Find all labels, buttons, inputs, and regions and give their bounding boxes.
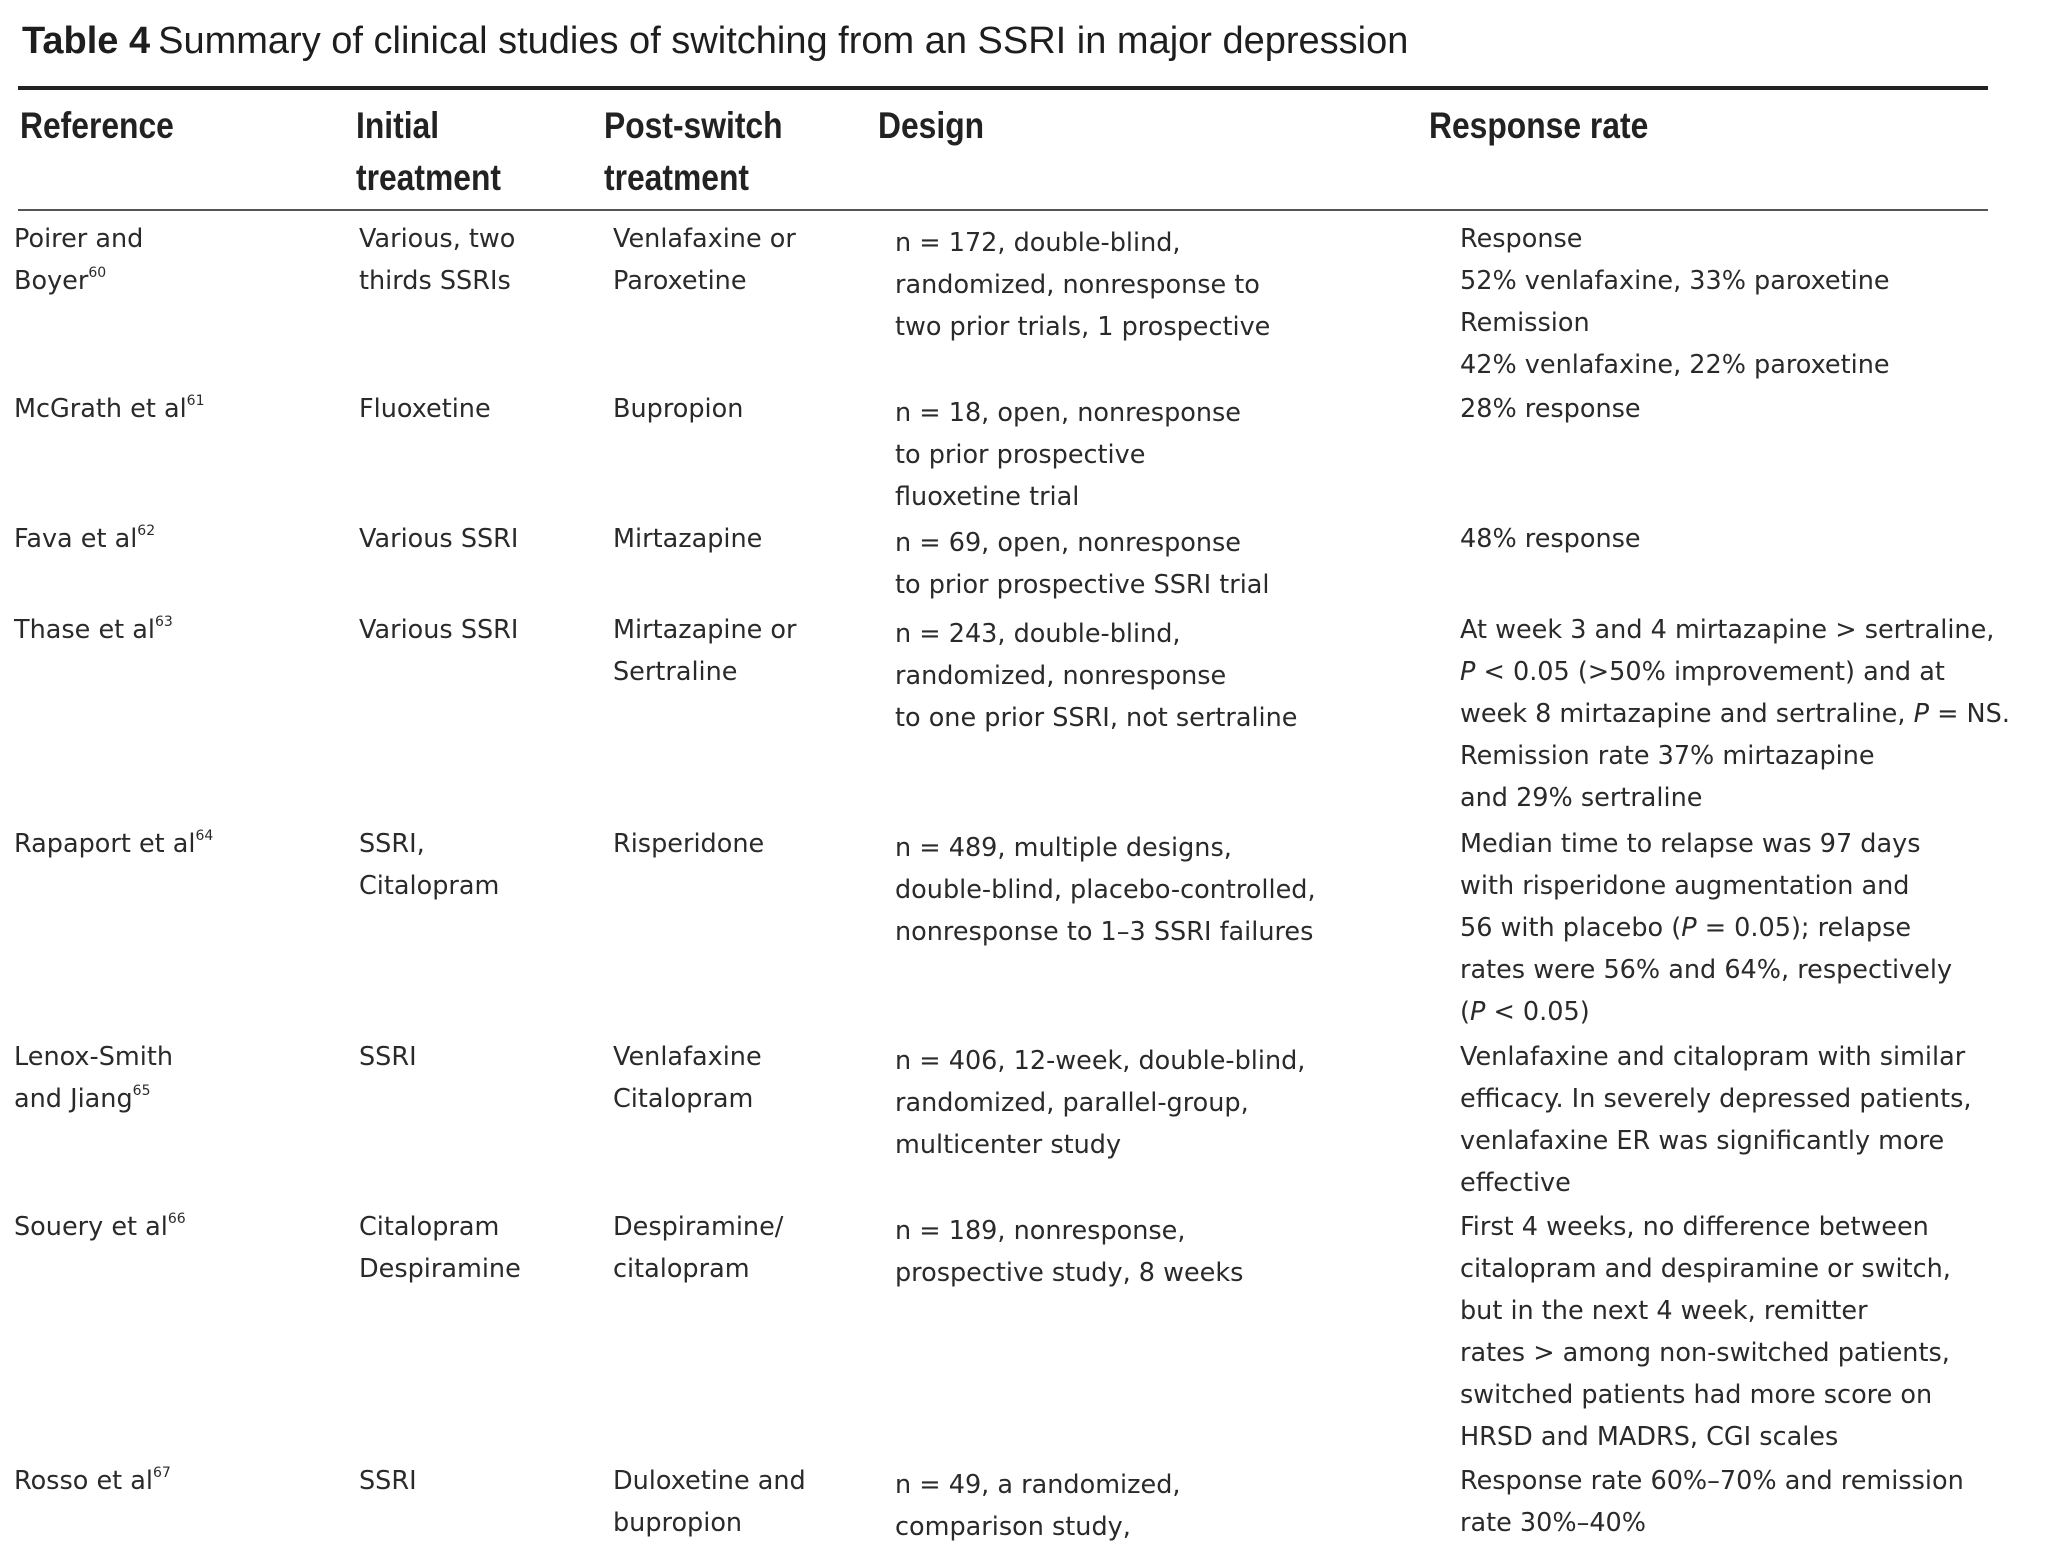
cell-line: rates > among non-switched patients,: [1460, 1338, 1950, 1368]
cell-response-rate: [1460, 1206, 1951, 1458]
cell-design: [895, 1464, 1180, 1548]
cell-design: [895, 1210, 1243, 1294]
cell-response-rate: [1460, 218, 1890, 386]
reference-citation-number: 62: [137, 523, 156, 539]
cell-line: to prior prospective SSRI trial: [895, 570, 1270, 600]
cell-post-switch-treatment: [613, 218, 796, 302]
cell-line: Response rate 60%–70% and remission: [1460, 1466, 1964, 1496]
cell-line: prospective study, 8 weeks: [895, 1258, 1244, 1288]
cell-design: [895, 222, 1270, 348]
cell-reference: [14, 218, 143, 302]
cell-design: [895, 1040, 1305, 1166]
cell-post-switch-treatment: [613, 609, 797, 693]
cell-line: Response: [1460, 224, 1583, 254]
cell-response-rate: [1460, 1460, 1964, 1544]
cell-post-switch-treatment: [613, 1206, 783, 1290]
header-initial-line: treatment: [356, 157, 502, 198]
cell-line: Rosso et $al^{67}$: [14, 1465, 171, 1496]
cell-line: SSRI: [359, 1466, 417, 1496]
cell-line: to prior prospective: [895, 440, 1146, 470]
cell-line: n = 172, double-blind,: [895, 228, 1181, 258]
cell-post-switch-treatment: [613, 1036, 762, 1120]
header-design: Design: [878, 105, 985, 146]
cell-line: SSRI,: [359, 829, 425, 859]
cell-line: two prior trials, 1 prospective: [895, 312, 1271, 342]
cell-line: At week 3 and 4 mirtazapine > sertraline,: [1460, 615, 1995, 645]
cell-line: Various SSRI: [359, 615, 519, 645]
cell-response-rate: [1460, 1036, 1971, 1204]
cell-line: venlafaxine ER was significantly more: [1460, 1126, 1945, 1156]
cell-line: Fava et $al^{62}$: [14, 523, 156, 554]
cell-line: fluoxetine trial: [895, 482, 1080, 512]
cell-line: Median time to relapse was 97 days: [1460, 829, 1921, 859]
cell-line: (P < 0.05): [1460, 997, 1590, 1027]
cell-line: n = 189, nonresponse,: [895, 1216, 1186, 1246]
cell-line: 56 with placebo (P = 0.05); relapse: [1460, 913, 1912, 943]
cell-line: randomized, parallel-group,: [895, 1088, 1249, 1118]
cell-line: Citalopram: [359, 871, 500, 901]
header-post-line: treatment: [604, 157, 750, 198]
cell-line: randomized, nonresponse to: [895, 270, 1260, 300]
cell-line: to one prior SSRI, not sertraline: [895, 703, 1298, 733]
cell-line: double-blind, placebo-controlled,: [895, 875, 1316, 905]
table-title: Summary of clinical studies of switching from an SSRI in major depression: [158, 20, 1409, 62]
cell-line: Lenox-Smith: [14, 1042, 173, 1072]
cell-line: effective: [1460, 1168, 1571, 1198]
cell-line: McGrath et $al^{61}$: [14, 393, 205, 424]
cell-response-rate: [1460, 518, 1641, 560]
header-response-rate: Response rate: [1429, 105, 1649, 146]
cell-line: Various, two: [359, 224, 516, 254]
cell-line: Poirer and: [14, 224, 144, 254]
cell-line: Despiramine/: [613, 1212, 784, 1242]
cell-line: Venlafaxine: [613, 1042, 762, 1072]
cell-line: Despiramine: [359, 1254, 521, 1284]
cell-line: Sertraline: [613, 657, 738, 687]
cell-initial-treatment: [359, 388, 491, 430]
table-caption: [22, 20, 1408, 63]
cell-line: week 8 mirtazapine and sertraline, P = NS.: [1460, 699, 2010, 729]
cell-reference: [14, 609, 173, 651]
table-top-rule: [18, 86, 1988, 90]
cell-design: [895, 827, 1316, 953]
cell-design: [895, 392, 1241, 518]
cell-line: Fluoxetine: [359, 394, 491, 424]
cell-initial-treatment: [359, 823, 499, 907]
cell-line: and Jiang$^{65}$: [14, 1083, 151, 1114]
cell-line: Duloxetine and: [613, 1466, 806, 1496]
cell-line: efficacy. In severely depressed patients,: [1460, 1084, 1972, 1114]
cell-line: Souery et $al^{66}$: [14, 1211, 186, 1242]
cell-post-switch-treatment: [613, 823, 764, 865]
cell-line: n = 69, open, nonresponse: [895, 528, 1241, 558]
cell-reference: [14, 1460, 171, 1502]
cell-line: n = 18, open, nonresponse: [895, 398, 1241, 428]
cell-line: 48% response: [1460, 524, 1641, 554]
cell-line: HRSD and MADRS, CGI scales: [1460, 1422, 1839, 1452]
header-initial-line: Initial: [356, 105, 440, 146]
cell-line: Mirtazapine: [613, 524, 763, 554]
reference-citation-number: 64: [195, 828, 214, 844]
cell-line: Risperidone: [613, 829, 765, 859]
cell-line: but in the next 4 week, remitter: [1460, 1296, 1868, 1326]
table-label: Table 4: [22, 20, 151, 62]
reference-citation-number: 67: [152, 1465, 171, 1481]
cell-line: rates were 56% and 64%, respectively: [1460, 955, 1953, 985]
cell-line: and 29% sertraline: [1460, 783, 1703, 813]
cell-line: Bupropion: [613, 394, 744, 424]
cell-design: [895, 522, 1270, 606]
cell-reference: [14, 1036, 173, 1120]
cell-line: switched patients had more score on: [1460, 1380, 1933, 1410]
cell-line: Remission: [1460, 308, 1590, 338]
cell-line: First 4 weeks, no difference between: [1460, 1212, 1929, 1242]
reference-citation-number: 66: [167, 1211, 186, 1227]
cell-line: bupropion: [613, 1508, 743, 1538]
cell-post-switch-treatment: [613, 1460, 806, 1544]
cell-line: with risperidone augmentation and: [1460, 871, 1910, 901]
cell-reference: [14, 388, 205, 430]
cell-line: n = 243, double-blind,: [895, 619, 1181, 649]
header-initial-treatment: [356, 100, 501, 204]
cell-reference: [14, 823, 213, 865]
cell-response-rate: [1460, 388, 1641, 430]
cell-line: 52% venlafaxine, 33% paroxetine: [1460, 266, 1890, 296]
cell-line: Thase et $al^{63}$: [14, 614, 173, 645]
cell-line: multicenter study: [895, 1130, 1122, 1160]
cell-line: P < 0.05 (>50% improvement) and at: [1460, 657, 1945, 687]
cell-line: Mirtazapine or: [613, 615, 797, 645]
cell-post-switch-treatment: [613, 388, 743, 430]
cell-response-rate: [1460, 823, 1952, 1033]
cell-line: Venlafaxine and citalopram with similar: [1460, 1042, 1966, 1072]
cell-line: Remission rate 37% mirtazapine: [1460, 741, 1875, 771]
cell-line: SSRI: [359, 1042, 417, 1072]
cell-line: Various SSRI: [359, 524, 519, 554]
cell-line: Paroxetine: [613, 266, 747, 296]
cell-line: comparison study,: [895, 1512, 1131, 1542]
cell-line: citalopram and despiramine or switch,: [1460, 1254, 1951, 1284]
cell-line: Boyer$^{60}$: [14, 265, 107, 296]
cell-initial-treatment: [359, 518, 518, 560]
header-post-switch-treatment: [604, 100, 783, 204]
cell-line: n = 406, 12-week, double-blind,: [895, 1046, 1306, 1076]
cell-line: n = 49, a randomized,: [895, 1470, 1181, 1500]
cell-line: rate 30%–40%: [1460, 1508, 1647, 1538]
header-post-line: Post-switch: [604, 105, 783, 146]
cell-post-switch-treatment: [613, 518, 762, 560]
header-reference: Reference: [20, 105, 174, 146]
cell-reference: [14, 1206, 186, 1248]
cell-line: n = 489, multiple designs,: [895, 833, 1232, 863]
reference-citation-number: 65: [132, 1083, 151, 1099]
cell-initial-treatment: [359, 609, 518, 651]
cell-line: 28% response: [1460, 394, 1641, 424]
cell-line: randomized, nonresponse: [895, 661, 1227, 691]
cell-response-rate: [1460, 609, 2010, 819]
cell-line: nonresponse to 1–3 SSRI failures: [895, 917, 1314, 947]
cell-line: Citalopram: [613, 1084, 754, 1114]
reference-citation-number: 63: [154, 614, 173, 630]
cell-line: citalopram: [613, 1254, 750, 1284]
table-header-rule: [18, 209, 1988, 211]
cell-reference: [14, 518, 155, 560]
cell-design: [895, 613, 1297, 739]
reference-citation-number: 61: [186, 393, 205, 409]
cell-line: Citalopram: [359, 1212, 500, 1242]
cell-line: Venlafaxine or: [613, 224, 796, 254]
cell-initial-treatment: [359, 1206, 521, 1290]
cell-line: Rapaport et $al^{64}$: [14, 828, 214, 859]
reference-citation-number: 60: [88, 265, 107, 281]
cell-initial-treatment: [359, 218, 515, 302]
cell-initial-treatment: [359, 1036, 417, 1078]
cell-initial-treatment: [359, 1460, 417, 1502]
cell-line: thirds SSRIs: [359, 266, 511, 296]
cell-line: 42% venlafaxine, 22% paroxetine: [1460, 350, 1890, 380]
